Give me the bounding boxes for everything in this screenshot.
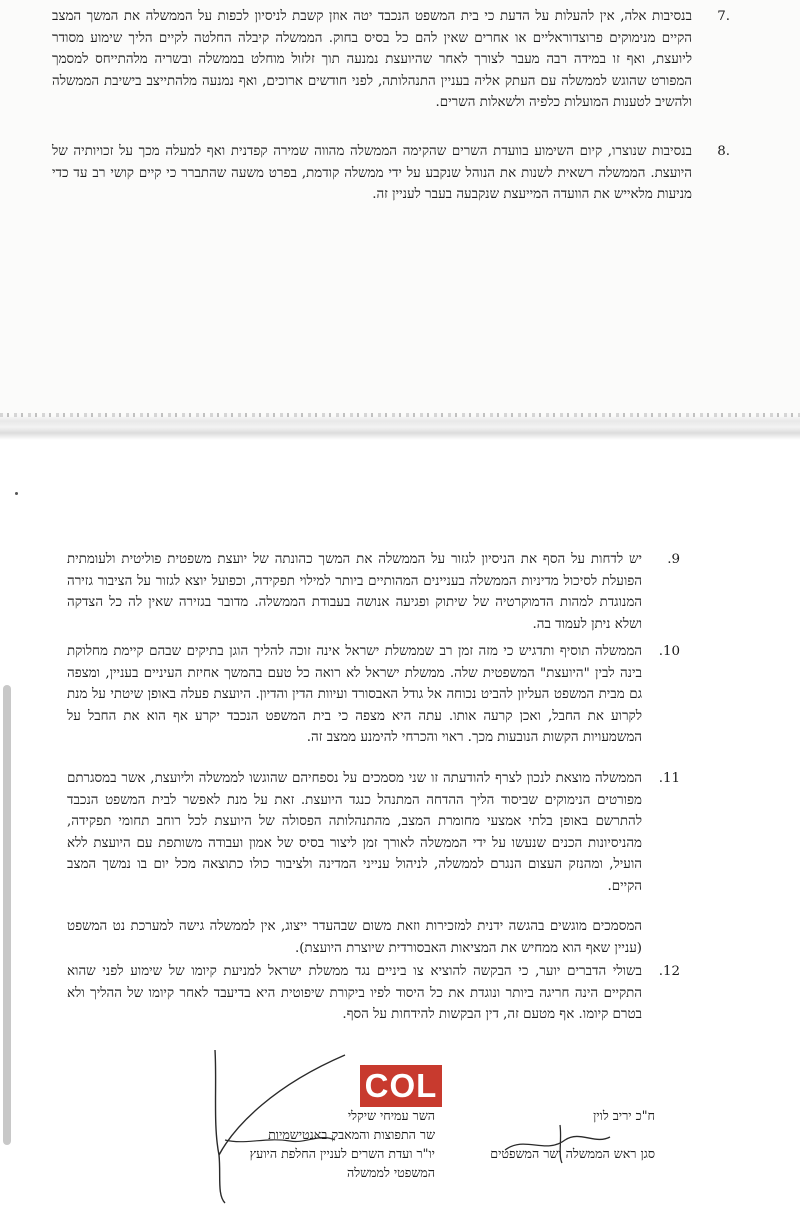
paragraph-number: .10 [658,644,680,659]
paragraph-12 [67,961,680,1026]
paragraph-11-note [67,916,642,959]
paragraph-text: בשולי הדברים יוער, כי הבקשה להוציא צו ביניים נגד ממשלת ישראל למניעת קיומו של שימוע לפני שהוא התקיים הינה חריגה ביותר ונוגדת את כל היסוד לפיו ביקורת שיפוטית היא בדיעבד לאחר קיומו של ההליך ולא בטרם קיומו. אף מטעם זה, דין הבקשות להידחות על הסף. [67,964,642,1022]
paragraph-text: המסמכים מוגשים בהגשה ידנית למזכירות וזאת משום שבהעדר ייצוג, אין לממשלה גישה למערכת נט המשפט (עניין שאף הוא ממחיש את המציאות האבסורדית שיוצרת היועצת). [67,919,642,956]
signer-title-left-1: שר התפוצות והמאבק באנטישמיות [268,1127,435,1142]
signer-title-left-3: המשפטי לממשלה [346,1165,435,1180]
torn-edge [0,413,800,417]
spacer [455,1125,655,1144]
paragraph-10 [67,641,680,749]
paragraph-8 [52,141,730,206]
paragraph-text: בנסיבות אלה, אין להעלות על הדעת כי בית המשפט הנכבד יטה אוזן קשבת לניסיון לכפות על הממשלה את המשך המצב הקיים מנימוקים פרוצדוראליים או אחרים שאין להם כל בסיס בחוק. הממשלה קיבלה החלטה לקיים הליך שימוע מסודר ליועצת, ואף זו במידה רבה מעבר לצורך לאחר שהיועצת נמנעה תוך זלזול מוחלט בממשלה ובשריה מלהתייחס למסמך המפורט שהוגש לממשלה עם העתק אליה בעניין התנהלותה, לפני חודשים ארוכים, ואף נמנעה מלהתייצב בישיבת הממשלה ולהשיב לטענות המועלות כלפיה ולשאלות השרים. [52,9,692,110]
page-separator [0,415,800,440]
paragraph-text: בנסיבות שנוצרו, קיום השימוע בוועדת השרים שהקימה הממשלה מהווה שמירה קפדנית ואף למעלה מכך על זכויותיה של היועצת. הממשלה רשאית לשנות את הנוהל שנקבע על ידי ממשלה קודמת, בפרט משעה שהתברר כי קיים קושי רב עד כדי מניעות מלאייש את הוועדה המייעצת שנקבעה בעבר לעניין זה. [52,144,692,202]
signer-name-left: השר עמיחי שיקלי [347,1108,435,1123]
paragraph-9 [67,549,680,635]
paragraph-text: הממשלה תוסיף ותדגיש כי מזה זמן רב שממשלת ישראל אינה זוכה להליך הוגן בתיקים שבהם קיימת מחלוקת בינה לבין "היועצת" המשפטית שלה. ממשלת ישראל לא רואה כל טעם בהמשך אחיזת העיניים בעניין, ומצפה גם מבית המשפט העליון להביט נכוחה אל גודל האבסורד ועיוות הדין והדיון. היועצת פעלה באופן שיטתי על מנת לקרוע את החבל, ואכן קרעה אותו. עתה היא מצפה כי בית המשפט הנכבד יקרע אף הוא את החבל על המשמעויות הקשות הנובעות מכך. ראוי והכרחי להימנע ממצב זה. [67,644,642,745]
paragraph-text: הממשלה מוצאת לנכון לצרף להודעתה זו שני מסמכים על נספחיהם שהוגשו לממשלה וליועצת, אשר במסגרתם מפורטים הנימוקים שביסוד הליך ההדחה המתנהל כנגד היועצת. זאת על מנת לאפשר לבית המשפט הנכבד להתרשם באופן בלתי אמצעי מחומרת המצב, מהתנהלותה הפסולה של היועצת לכל רוחב תחומי תפקידה, מהניסיונות הכנים שנעשו על ידי הממשלה לאורך זמן ליצור בסיס של אמון ועבודה משותפת עם היועצת ללא הועיל, ומהנזק העצום הנגרם לממשלה, לניהול ענייני המדינה ולציבור כולו כתוצאה מכל יום בו נמשך המצב הקיים. [67,771,642,894]
signer-name-right: ח"כ יריב לוין [593,1108,655,1123]
scan-speck [15,492,18,495]
signer-title-right: סגן ראש הממשלה ושר המשפטים [490,1146,655,1161]
signature-block-right [455,1106,655,1163]
paragraph-11 [67,768,680,897]
col-logo: COL [360,1065,442,1107]
document-page-upper [0,0,800,415]
paragraph-7 [52,6,730,114]
paragraph-text: יש לדחות על הסף את הניסיון לגזור על הממשלה את המשך כהונתה של יועצת משפטית פוליטית ולעומתית הפועלת לסיכול מדיניות הממשלה בעניינים המהותיים ביותר למילוי תפקידה, וכפועל יוצא לגזור על הציבור גזירה המנוגדת למהות הדמוקרטיה של שיתוק ופגיעה אנושה בעבודת הממשלה. מדובר בגזירה שאין לה כל הצדקה ושלא ניתן לעמוד בה. [67,552,642,632]
paragraph-number: 7. [717,9,730,24]
paragraph-number: 8. [717,144,730,159]
signature-block-left [235,1106,435,1182]
signer-title-left-2: יו"ר ועדת השרים לעניין החלפת היועץ [249,1146,435,1161]
paragraph-number: .9 [667,552,680,567]
paragraph-number: .11 [658,771,680,786]
paragraph-number: .12 [658,964,680,979]
vertical-scrollbar[interactable] [3,685,11,1145]
